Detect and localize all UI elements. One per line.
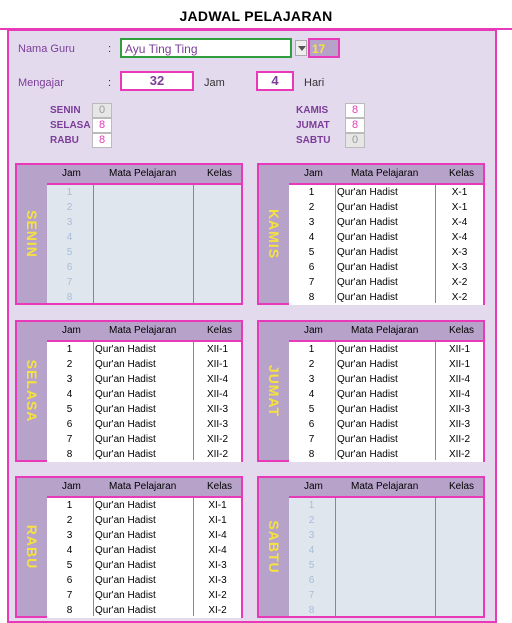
column-divider (435, 185, 436, 303)
mengajar-colon: : (108, 77, 112, 89)
cell-jam: 8 (308, 449, 315, 460)
table-row[interactable] (289, 342, 483, 357)
page-title: JADWAL PELAJARAN (179, 8, 333, 24)
cell-jam: 5 (308, 404, 315, 415)
table-row[interactable] (47, 357, 241, 372)
column-divider (335, 185, 336, 303)
cell-jam: 2 (66, 202, 73, 213)
header-mapel: Mata Pelajaran (109, 168, 177, 179)
daycount-value-rabu: 8 (92, 133, 112, 148)
table-row[interactable] (289, 588, 483, 603)
cell-kelas: XII-2 (448, 449, 471, 460)
cell-jam: 6 (66, 419, 73, 430)
table-row[interactable] (289, 603, 483, 618)
cell-jam: 4 (308, 232, 315, 243)
column-divider (93, 342, 94, 460)
cell-mapel: Qur'an Hadist (95, 359, 156, 370)
cell-jam: 7 (308, 434, 315, 445)
header-kelas: Kelas (449, 168, 475, 179)
table-row[interactable] (289, 387, 483, 402)
day-side-label (259, 165, 289, 303)
cell-jam: 5 (308, 247, 315, 258)
chevron-down-icon[interactable] (295, 40, 307, 56)
cell-jam: 5 (66, 404, 73, 415)
cell-jam: 7 (66, 590, 73, 601)
cell-kelas: XII-4 (206, 374, 229, 385)
cell-jam: 1 (66, 500, 73, 511)
table-row[interactable] (47, 372, 241, 387)
cell-mapel: Qur'an Hadist (95, 500, 156, 511)
cell-kelas: X-4 (451, 232, 468, 243)
cell-mapel: Qur'an Hadist (337, 247, 398, 258)
table-row[interactable] (47, 417, 241, 432)
daycount-label-sabtu: SABTU (296, 135, 331, 146)
schedule-rabu (15, 476, 243, 618)
table-row[interactable] (47, 230, 241, 245)
cell-kelas: X-1 (451, 187, 468, 198)
header-jam: Jam (304, 325, 323, 336)
cell-mapel: Qur'an Hadist (337, 389, 398, 400)
table-row[interactable] (47, 558, 241, 573)
column-divider (435, 342, 436, 460)
header-jam: Jam (304, 168, 323, 179)
cell-kelas: XII-2 (206, 449, 229, 460)
cell-jam: 1 (308, 344, 315, 355)
schedule-jumat (257, 320, 485, 462)
cell-mapel: Qur'an Hadist (337, 434, 398, 445)
cell-jam: 5 (66, 247, 73, 258)
day-side-label (17, 165, 47, 303)
cell-mapel: Qur'an Hadist (95, 575, 156, 586)
daycount-label-rabu: RABU (50, 135, 79, 146)
cell-jam: 6 (308, 575, 315, 586)
cell-kelas: XII-4 (448, 389, 471, 400)
table-row[interactable] (289, 417, 483, 432)
table-row[interactable] (47, 573, 241, 588)
cell-mapel: Qur'an Hadist (95, 389, 156, 400)
column-divider (193, 185, 194, 303)
day-name: SELASA (24, 359, 40, 423)
day-name: KAMIS (266, 208, 282, 260)
header-kelas: Kelas (207, 168, 233, 179)
cell-jam: 4 (66, 389, 73, 400)
day-name: SABTU (266, 520, 282, 574)
header-kelas: Kelas (207, 481, 233, 492)
column-divider (193, 498, 194, 616)
header-mapel: Mata Pelajaran (109, 481, 177, 492)
column-divider (193, 342, 194, 460)
table-row[interactable] (47, 447, 241, 462)
table-row[interactable] (47, 528, 241, 543)
cell-jam: 8 (66, 449, 73, 460)
header-mapel: Mata Pelajaran (351, 325, 419, 336)
day-side-label (259, 322, 289, 460)
column-divider (335, 498, 336, 616)
guru-label: Nama Guru (18, 43, 75, 55)
mengajar-label: Mengajar (18, 77, 64, 89)
cell-kelas: X-2 (451, 292, 468, 303)
table-row[interactable] (47, 215, 241, 230)
guru-colon: : (108, 43, 112, 55)
jam-value: 32 (120, 71, 194, 91)
cell-kelas: XII-3 (206, 404, 229, 415)
cell-kelas: XI-2 (208, 590, 227, 601)
header-jam: Jam (62, 325, 81, 336)
cell-kelas: XI-1 (208, 500, 227, 511)
header-kelas: Kelas (207, 325, 233, 336)
cell-kelas: X-3 (451, 247, 468, 258)
cell-mapel: Qur'an Hadist (95, 374, 156, 385)
cell-kelas: XII-1 (448, 359, 471, 370)
cell-mapel: Qur'an Hadist (337, 277, 398, 288)
daycount-label-senin: SENIN (50, 105, 81, 116)
table-row[interactable] (47, 513, 241, 528)
cell-jam: 3 (308, 217, 315, 228)
cell-jam: 5 (66, 560, 73, 571)
cell-jam: 1 (308, 187, 315, 198)
schedule-sabtu (257, 476, 485, 618)
cell-kelas: XI-2 (208, 605, 227, 616)
cell-mapel: Qur'an Hadist (337, 232, 398, 243)
cell-mapel: Qur'an Hadist (337, 419, 398, 430)
table-row[interactable] (289, 432, 483, 447)
cell-jam: 6 (66, 262, 73, 273)
table-row[interactable] (47, 342, 241, 357)
cell-kelas: XII-4 (448, 374, 471, 385)
header-jam: Jam (304, 481, 323, 492)
table-row[interactable] (47, 498, 241, 513)
cell-jam: 1 (308, 500, 315, 511)
table-row[interactable] (289, 372, 483, 387)
cell-kelas: XII-1 (206, 344, 229, 355)
cell-mapel: Qur'an Hadist (337, 359, 398, 370)
cell-mapel: Qur'an Hadist (337, 374, 398, 385)
cell-mapel: Qur'an Hadist (337, 187, 398, 198)
cell-mapel: Qur'an Hadist (337, 404, 398, 415)
cell-jam: 3 (66, 374, 73, 385)
cell-mapel: Qur'an Hadist (337, 262, 398, 273)
cell-kelas: XI-3 (208, 560, 227, 571)
daycount-value-selasa: 8 (92, 118, 112, 133)
cell-kelas: XII-1 (206, 359, 229, 370)
cell-jam: 5 (308, 560, 315, 571)
cell-jam: 7 (66, 434, 73, 445)
header-mapel: Mata Pelajaran (109, 325, 177, 336)
cell-mapel: Qur'an Hadist (95, 530, 156, 541)
cell-jam: 3 (308, 374, 315, 385)
day-side-label (17, 478, 47, 616)
cell-jam: 7 (308, 590, 315, 601)
table-row[interactable] (47, 543, 241, 558)
cell-mapel: Qur'an Hadist (95, 344, 156, 355)
daycount-label-selasa: SELASA (50, 120, 91, 131)
daycount-value-senin: 0 (92, 103, 112, 118)
cell-mapel: Qur'an Hadist (337, 344, 398, 355)
table-row[interactable] (47, 290, 241, 305)
table-row[interactable] (289, 200, 483, 215)
cell-kelas: X-3 (451, 262, 468, 273)
cell-kelas: XII-2 (206, 434, 229, 445)
day-name: SENIN (24, 210, 40, 258)
cell-jam: 7 (308, 277, 315, 288)
cell-jam: 3 (66, 217, 73, 228)
cell-mapel: Qur'an Hadist (95, 404, 156, 415)
cell-jam: 4 (308, 389, 315, 400)
table-row[interactable] (289, 245, 483, 260)
cell-jam: 8 (66, 292, 73, 303)
day-side-label (17, 322, 47, 460)
cell-jam: 6 (308, 419, 315, 430)
cell-mapel: Qur'an Hadist (95, 590, 156, 601)
table-row[interactable] (289, 513, 483, 528)
daycount-label-kamis: KAMIS (296, 105, 329, 116)
header-jam: Jam (62, 168, 81, 179)
table-row[interactable] (47, 245, 241, 260)
guru-number: 17 (308, 38, 340, 58)
cell-jam: 2 (308, 202, 315, 213)
cell-jam: 2 (66, 359, 73, 370)
day-side-label (259, 478, 289, 616)
cell-mapel: Qur'an Hadist (95, 449, 156, 460)
cell-jam: 6 (308, 262, 315, 273)
cell-kelas: X-1 (451, 202, 468, 213)
table-row[interactable] (289, 230, 483, 245)
column-divider (93, 185, 94, 303)
table-row[interactable] (289, 215, 483, 230)
cell-mapel: Qur'an Hadist (95, 419, 156, 430)
cell-kelas: XII-3 (448, 404, 471, 415)
cell-mapel: Qur'an Hadist (337, 449, 398, 460)
cell-jam: 1 (66, 187, 73, 198)
table-row[interactable] (47, 603, 241, 618)
cell-kelas: XI-4 (208, 530, 227, 541)
cell-jam: 4 (66, 232, 73, 243)
table-row[interactable] (289, 498, 483, 513)
day-name: RABU (24, 524, 40, 570)
cell-jam: 2 (66, 515, 73, 526)
table-row[interactable] (47, 402, 241, 417)
table-row[interactable] (47, 200, 241, 215)
jam-label: Jam (204, 77, 225, 89)
daycount-value-jumat: 8 (345, 118, 365, 133)
cell-mapel: Qur'an Hadist (95, 605, 156, 616)
cell-jam: 3 (308, 530, 315, 541)
cell-kelas: X-4 (451, 217, 468, 228)
table-row[interactable] (47, 387, 241, 402)
daycount-value-sabtu: 0 (345, 133, 365, 148)
table-row[interactable] (289, 275, 483, 290)
cell-mapel: Qur'an Hadist (337, 292, 398, 303)
cell-jam: 1 (66, 344, 73, 355)
cell-kelas: XII-3 (448, 419, 471, 430)
table-row[interactable] (289, 543, 483, 558)
table-row[interactable] (289, 357, 483, 372)
table-row[interactable] (289, 558, 483, 573)
header-jam: Jam (62, 481, 81, 492)
table-row[interactable] (47, 185, 241, 200)
table-row[interactable] (47, 588, 241, 603)
table-row[interactable] (289, 528, 483, 543)
cell-kelas: X-2 (451, 277, 468, 288)
guru-select[interactable]: Ayu Ting Ting (120, 38, 292, 58)
cell-jam: 6 (66, 575, 73, 586)
table-header (47, 322, 241, 342)
cell-kelas: XII-2 (448, 434, 471, 445)
header-mapel: Mata Pelajaran (351, 481, 419, 492)
table-header (289, 322, 483, 342)
cell-mapel: Qur'an Hadist (337, 217, 398, 228)
table-row[interactable] (289, 290, 483, 305)
cell-jam: 2 (308, 515, 315, 526)
header-kelas: Kelas (449, 325, 475, 336)
cell-jam: 4 (66, 545, 73, 556)
column-divider (435, 498, 436, 616)
table-header (47, 478, 241, 498)
cell-jam: 8 (308, 292, 315, 303)
schedule-senin (15, 163, 243, 305)
table-row[interactable] (47, 260, 241, 275)
cell-mapel: Qur'an Hadist (337, 202, 398, 213)
hari-label: Hari (304, 77, 325, 89)
table-row[interactable] (289, 402, 483, 417)
cell-kelas: XI-3 (208, 575, 227, 586)
cell-kelas: XI-1 (208, 515, 227, 526)
table-header (289, 478, 483, 498)
header-kelas: Kelas (449, 481, 475, 492)
daycount-value-kamis: 8 (345, 103, 365, 118)
cell-jam: 4 (308, 545, 315, 556)
table-row[interactable] (47, 432, 241, 447)
cell-mapel: Qur'an Hadist (95, 560, 156, 571)
header-mapel: Mata Pelajaran (351, 168, 419, 179)
table-row[interactable] (289, 185, 483, 200)
day-name: JUMAT (266, 364, 282, 418)
cell-kelas: XI-4 (208, 545, 227, 556)
column-divider (335, 342, 336, 460)
cell-mapel: Qur'an Hadist (95, 515, 156, 526)
cell-jam: 8 (66, 605, 73, 616)
cell-kelas: XII-1 (448, 344, 471, 355)
table-header (47, 165, 241, 185)
cell-jam: 7 (66, 277, 73, 288)
table-row[interactable] (289, 260, 483, 275)
table-header (289, 165, 483, 185)
table-row[interactable] (47, 275, 241, 290)
cell-kelas: XII-4 (206, 389, 229, 400)
column-divider (93, 498, 94, 616)
cell-mapel: Qur'an Hadist (95, 434, 156, 445)
cell-jam: 2 (308, 359, 315, 370)
daycount-label-jumat: JUMAT (296, 120, 330, 131)
schedule-selasa (15, 320, 243, 462)
cell-kelas: XII-3 (206, 419, 229, 430)
cell-jam: 3 (66, 530, 73, 541)
table-row[interactable] (289, 447, 483, 462)
schedule-kamis (257, 163, 485, 305)
table-row[interactable] (289, 573, 483, 588)
cell-jam: 8 (308, 605, 315, 616)
hari-value: 4 (256, 71, 294, 91)
cell-mapel: Qur'an Hadist (95, 545, 156, 556)
